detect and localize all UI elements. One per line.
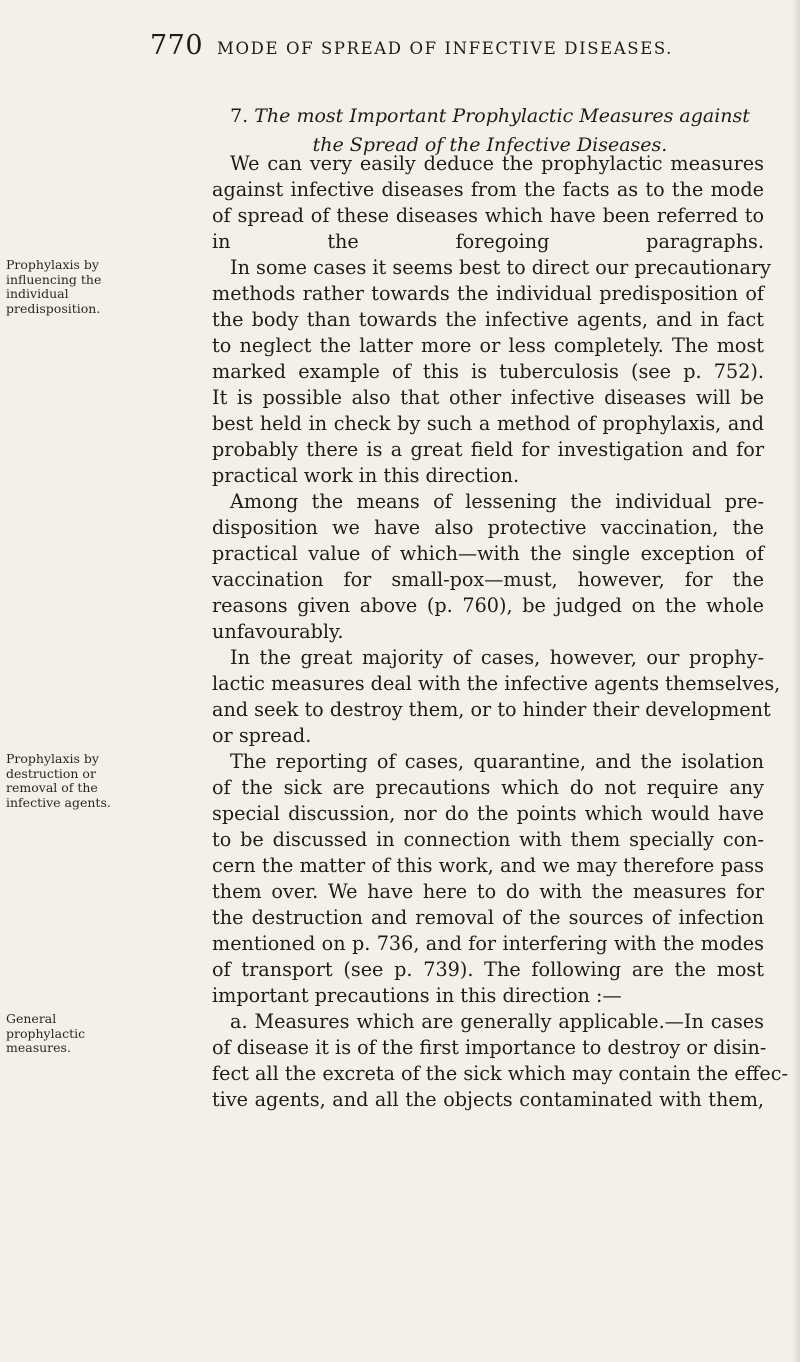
text-line: the body than towards the infective agents, and in fact [212,308,764,331]
text-line: of transport (see p. 739). The following are the most [212,958,764,981]
text-line: vaccination for small-pox—must, however, for the [212,568,764,591]
running-head [150,30,790,61]
text-line-subheading: a. Measures which are generally applicable.—In cases [230,1010,764,1033]
section-heading-line-1 [210,102,770,131]
text-line: special discussion, nor do the points which would have [212,802,764,825]
page-edge-shadow [792,0,800,1362]
text-line: them over. We have here to do with the measures for [212,880,764,903]
text-line: practical work in this direction. [212,464,520,487]
section-title-line-2: the Spread of the Infective Diseases. [312,134,668,156]
text-line: fect all the excreta of the sick which may contain the effec- [212,1062,788,1085]
text-line: of spread of these diseases which have been referred to [212,204,764,227]
margin-note-general-measures: General prophylactic measures. [6,1011,86,1055]
text-line: of the sick are precautions which do not require any [212,776,764,799]
text-line: against infective diseases from the facts as to the mode [212,178,764,201]
text-line: and seek to destroy them, or to hinder their development [212,698,771,721]
text-line: cern the matter of this work, and we may therefore pass [212,854,764,877]
text-line: The reporting of cases, quarantine, and the isolation [230,750,764,773]
text-line: We can very easily deduce the prophylactic measures [230,152,764,175]
text-line: reasons given above (p. 760), be judged on the whole [212,594,764,617]
text-line: disposition we have also protective vaccination, the [212,516,764,539]
text-line: the destruction and removal of the sources of infection [212,906,764,929]
text-line: lactic measures deal with the infective agents themselves, [212,672,781,695]
text-line: mentioned on p. 736, and for interfering with the modes [212,932,764,955]
section-title-line-1: The most Important Prophylactic Measures against [254,105,750,127]
text-line: marked example of this is tuberculosis (see p. 752). [212,360,764,383]
section-number: 7. [230,105,249,127]
text-line: methods rather towards the individual predisposition of [212,282,764,305]
text-line: Among the means of lessening the individual pre- [230,490,764,513]
page-number: 770 [150,30,204,61]
text-line: to neglect the latter more or less completely. The most [212,334,764,357]
text-line: best held in check by such a method of prophylaxis, and [212,412,764,435]
text-line: in the foregoing paragraphs. [212,230,764,253]
margin-note-destruction: Prophylaxis by destruction or removal of the infective agents. [6,751,111,810]
margin-note-predisposition: Prophylaxis by influencing the individual predisposition. [6,257,102,316]
text-line: tive agents, and all the objects contaminated with them, [212,1088,764,1111]
text-line: to be discussed in connection with them specially con- [212,828,764,851]
running-title: MODE OF SPREAD OF INFECTIVE DISEASES. [217,39,674,58]
text-line: or spread. [212,724,312,747]
text-line: It is possible also that other infective diseases will be [212,386,764,409]
text-line: In the great majority of cases, however, our prophy- [230,646,764,669]
text-line: unfavourably. [212,620,344,643]
text-line: of disease it is of the first importance to destroy or disin- [212,1036,767,1059]
text-line: important precautions in this direction :— [212,984,622,1007]
text-line: practical value of which—with the single exception of [212,542,764,565]
text-line: probably there is a great field for investigation and for [212,438,764,461]
text-line: In some cases it seems best to direct our precautionary [230,256,771,279]
